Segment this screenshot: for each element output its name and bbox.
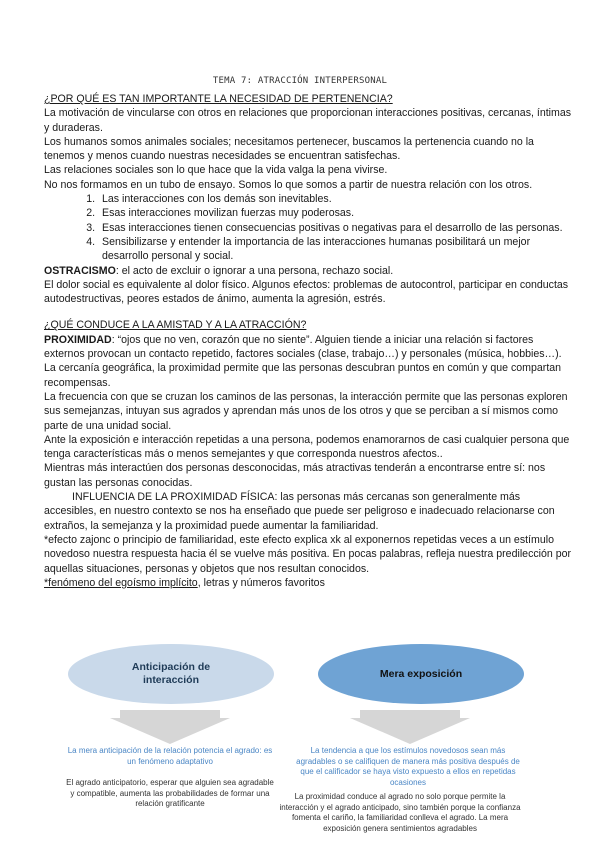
paragraph: Los humanos somos animales sociales; necesitamos pertenecer, buscamos la pertenencia cuando no la tenemos y menos cuando nuestras necesidades se encuentran satisfechas. <box>44 135 534 163</box>
list-item: 1. Las interacciones con los demás son inevitables. <box>98 192 572 206</box>
proximity-term: PROXIMIDAD <box>44 333 112 346</box>
exposure-ellipse <box>318 644 524 704</box>
anticipation-summary: La mera anticipación de la relación potencia el agrado: es un fenómeno adaptativo <box>67 746 273 766</box>
paragraph: La frecuencia con que se cruzan los caminos de las personas, la interacción permite que las personas exploren sus semejanzas, intuyan sus agrados y aprendan más unos de los otros y que se perciban a sí mismos como parte de una unidad social. <box>44 390 568 432</box>
down-arrow-icon <box>350 710 470 744</box>
numbered-list <box>44 192 572 263</box>
paragraph <box>44 264 572 278</box>
proximity-definition: : “ojos que no ven, corazón que no siente”. Alguien tiende a iniciar una relación si factores externos provocan un contacto repetido, factores sociales (clase, trabajo…) y personales (música, hobbies…). <box>44 333 562 361</box>
paragraph: Las relaciones sociales son lo que hace que la vida valga la pena vivirse. <box>44 164 388 177</box>
paragraph: La cercanía geográfica, la proximidad permite que las personas descubran puntos en común y que compartan recompensas. <box>44 362 562 389</box>
anticipation-ellipse <box>68 644 274 704</box>
paragraph: No nos formamos en un tubo de ensayo. Somos lo que somos a partir de nuestra relación con los otros. <box>44 178 533 191</box>
page-title: TEMA 7: ATRACCIÓN INTERPERSONAL <box>212 76 388 86</box>
ostracism-term: OSTRACISMO <box>44 264 116 277</box>
section1-heading: ¿POR QUÉ ES TAN IMPORTANTE LA NECESIDAD DE PERTENENCIA? <box>44 93 393 105</box>
exposure-detail: La proximidad conduce al agrado no solo porque permite la interacción y el agrado anticipado, sino también porque la confianza fomenta el cariño, la familiaridad conlleva el agrado. La mera exposición genera sentimientos agradables <box>279 792 521 833</box>
anticipation-label: Anticipación de interacción <box>131 661 211 686</box>
anticipation-detail: El agrado anticipatorio, esperar que alguien sea agradable y compatible, aumenta las probabilidades de formar una relación gratificante <box>66 778 274 808</box>
down-arrow-icon <box>110 710 230 744</box>
list-item: 3. Esas interacciones tienen consecuencias positivas o negativas para el desarrollo de las personas. <box>98 221 572 235</box>
concept-diagram <box>0 632 600 848</box>
paragraph <box>44 576 572 590</box>
paragraph: El dolor social es equivalente al dolor físico. Algunos efectos: problemas de autocontrol, participar en conductas autodestructivas, peores estados de ánimo, aumenta la agresión, estrés. <box>44 278 569 306</box>
exposure-label: Mera exposición <box>379 667 463 680</box>
paragraph: INFLUENCIA DE LA PROXIMIDAD FÍSICA: las personas más cercanas son generalmente más accesibles, en nuestro contexto se nos ha enseñado que puede ser peligroso e inadecuado relacionarse con extraños, la semejanza y la proximidad puede aumentar la familiaridad. <box>44 491 555 532</box>
ostracism-definition: : el acto de excluir o ignorar a una persona, rechazo social. <box>115 264 394 277</box>
exposure-summary: La tendencia a que los estímulos novedosos sean más agradables o se califiquen de manera más positiva después de que el calificador se haya visto expuesto a ellos en repetidas ocasiones <box>296 746 520 787</box>
section2-heading: ¿QUÉ CONDUCE A LA AMISTAD Y A LA ATRACCIÓN? <box>44 319 307 332</box>
document-body <box>44 92 572 590</box>
paragraph <box>44 333 572 362</box>
paragraph: Mientras más interactúen dos personas desconocidas, más atractivas tenderán a encontrarse entre sí: nos gustan las personas conocidas. <box>44 462 546 489</box>
list-item: 4. Sensibilizarse y entender la importancia de las interacciones humanas posibilitará un mejor desarrollo personal y social. <box>98 235 572 264</box>
list-item: 2. Esas interacciones movilizan fuerzas muy poderosas. <box>98 206 572 220</box>
paragraph: Ante la exposición e interacción repetidas a una persona, podemos enamorarnos de casi cualquier persona que tenga características más o menos semejantes y que corresponda nuestros afectos.. <box>44 433 570 461</box>
paragraph-tail: , letras y números favoritos <box>197 576 325 589</box>
paragraph: La motivación de vincularse con otros en relaciones que proporcionan interacciones positivas, cercanas, íntimas y duraderas. <box>44 107 572 134</box>
implicit-egotism-link: *fenómeno del egoísmo implícito <box>44 576 198 589</box>
paragraph: *efecto zajonc o principio de familiaridad, este efecto explica xk al exponernos repetidas veces a un estímulo novedoso nuestra respuesta hacia él se vuelve más positiva. En pocas palabras, refleja nuestra predilección por aquellas situaciones, personas y objetos que nos resultan conocidos. <box>44 533 572 575</box>
